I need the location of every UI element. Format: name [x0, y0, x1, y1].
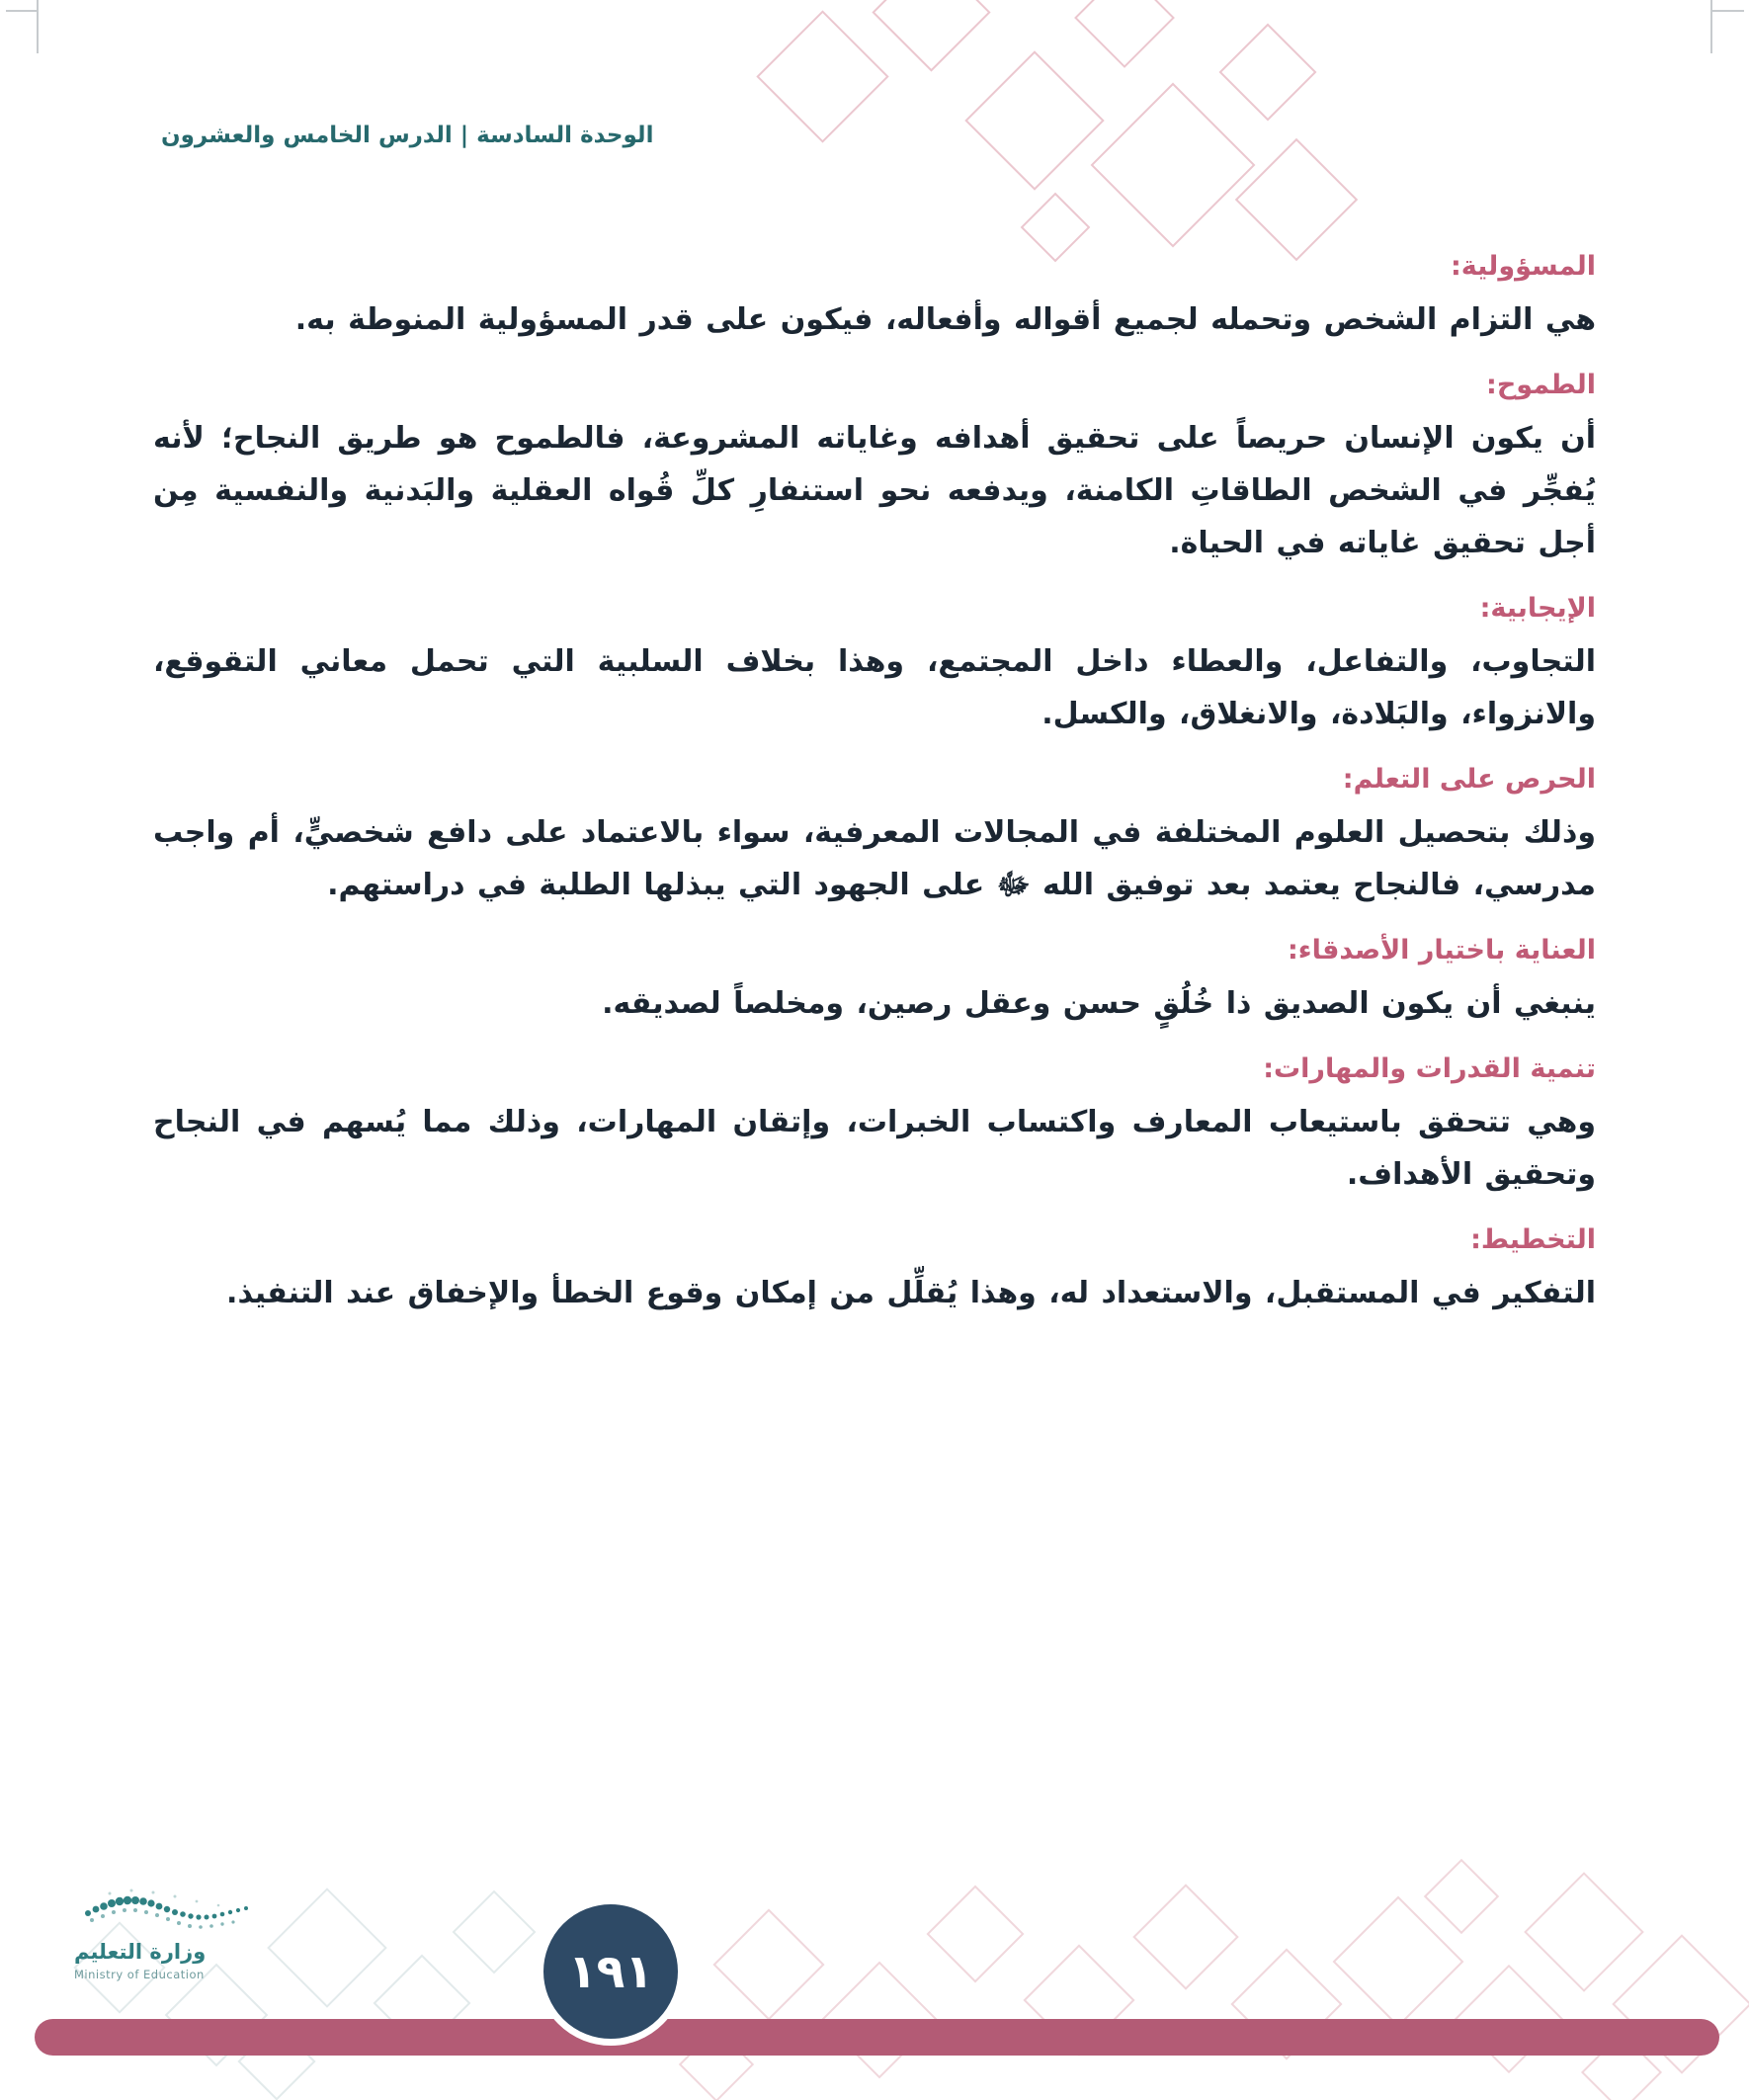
- section-positivity: [153, 589, 1596, 740]
- diamond-shape: [1091, 83, 1256, 248]
- section-developing-abilities-skills: [153, 1050, 1596, 1201]
- ministry-logo: [74, 1880, 282, 1981]
- section-body: هي التزام الشخص وتحمله لجميع أقواله وأفعاله، فيكون على قدر المسؤولية المنوطة به.: [294, 302, 1596, 337]
- ministry-logo-english-name: Ministry of Education: [74, 1968, 205, 1981]
- section-body: التجاوب، والتفاعل، والعطاء داخل المجتمع، وهذا بخلاف السلبية التي تحمل معاني التقوقع، والانزواء، والبَلادة، والانغلاق، والكسل.: [153, 644, 1596, 731]
- diamond-shape: [267, 1888, 387, 2008]
- section-keenness-to-learn: [153, 760, 1596, 911]
- section-ambition: [153, 366, 1596, 569]
- section-heading: العناية باختيار الأصدقاء:: [1287, 935, 1596, 966]
- section-heading: الإيجابية:: [1479, 593, 1596, 624]
- diamond-shape: [1424, 1859, 1499, 1934]
- diamond-shape: [453, 1890, 537, 1974]
- diamond-shape: [872, 0, 990, 72]
- diamond-shape: [964, 50, 1104, 190]
- section-choosing-friends: [153, 931, 1596, 1030]
- section-body: وذلك بتحصيل العلوم المختلفة في المجالات المعرفية، سواء بالاعتماد على دافع شخصيٍّ، أم واجب مدرسي، فالنجاح يعتمد بعد توفيق الله ﷻ على الجهود التي يبذلها الطلبة في دراستهم.: [153, 815, 1596, 902]
- diamond-shape: [1219, 24, 1317, 122]
- footer-band: [35, 2019, 1719, 2056]
- ministry-logo-dots-icon: [82, 1880, 255, 1934]
- ministry-logo-arabic-name: وزارة التعليم: [74, 1940, 207, 1964]
- diamond-shape: [712, 1908, 824, 2020]
- diamond-shape: [756, 10, 888, 142]
- diamond-shape: [1074, 0, 1175, 68]
- section-body: أن يكون الإنسان حريصاً على تحقيق أهدافه وغاياته المشروعة، فالطموح هو طريق النجاح؛ لأنه يُفجِّر في الشخص الطاقاتِ الكامنة، ويدفعه نحو استنفارِ كلِّ قُواه العقلية والبَدنية والنفسية مِن أجل تحقيق غاياته في الحياة.: [153, 421, 1596, 560]
- section-heading: الطموح:: [1486, 370, 1596, 400]
- section-heading: تنمية القدرات والمهارات:: [1263, 1053, 1596, 1084]
- diamond-shape: [1132, 1884, 1238, 1989]
- diamond-shape: [1235, 138, 1358, 261]
- section-heading: المسؤولية:: [1450, 251, 1596, 282]
- page-number: ١٩١: [567, 1944, 654, 1999]
- section-responsibility: [153, 247, 1596, 346]
- unit-lesson-header: الوحدة السادسة | الدرس الخامس والعشرون: [161, 123, 654, 148]
- page-number-badge: [537, 1897, 685, 2046]
- section-body: وهي تتحقق باستيعاب المعارف واكتساب الخبرات، وإتقان المهارات، وذلك مما يُسهم في النجاح وتحقيق الأهداف.: [153, 1105, 1596, 1192]
- diamond-shape: [1524, 1872, 1644, 1992]
- section-planning: [153, 1220, 1596, 1319]
- section-heading: الحرص على التعلم:: [1342, 764, 1596, 795]
- diamond-shape: [927, 1886, 1025, 1983]
- section-body: ينبغي أن يكون الصديق ذا خُلُقٍ حسن وعقل رصين، ومخلصاً لصديقه.: [602, 986, 1596, 1021]
- section-heading: التخطيط:: [1470, 1224, 1596, 1255]
- lesson-content: [0, 247, 1749, 1339]
- section-body: التفكير في المستقبل، والاستعداد له، وهذا يُقلِّل من إمكان وقوع الخطأ والإخفاق عند التنفيذ.: [226, 1276, 1596, 1310]
